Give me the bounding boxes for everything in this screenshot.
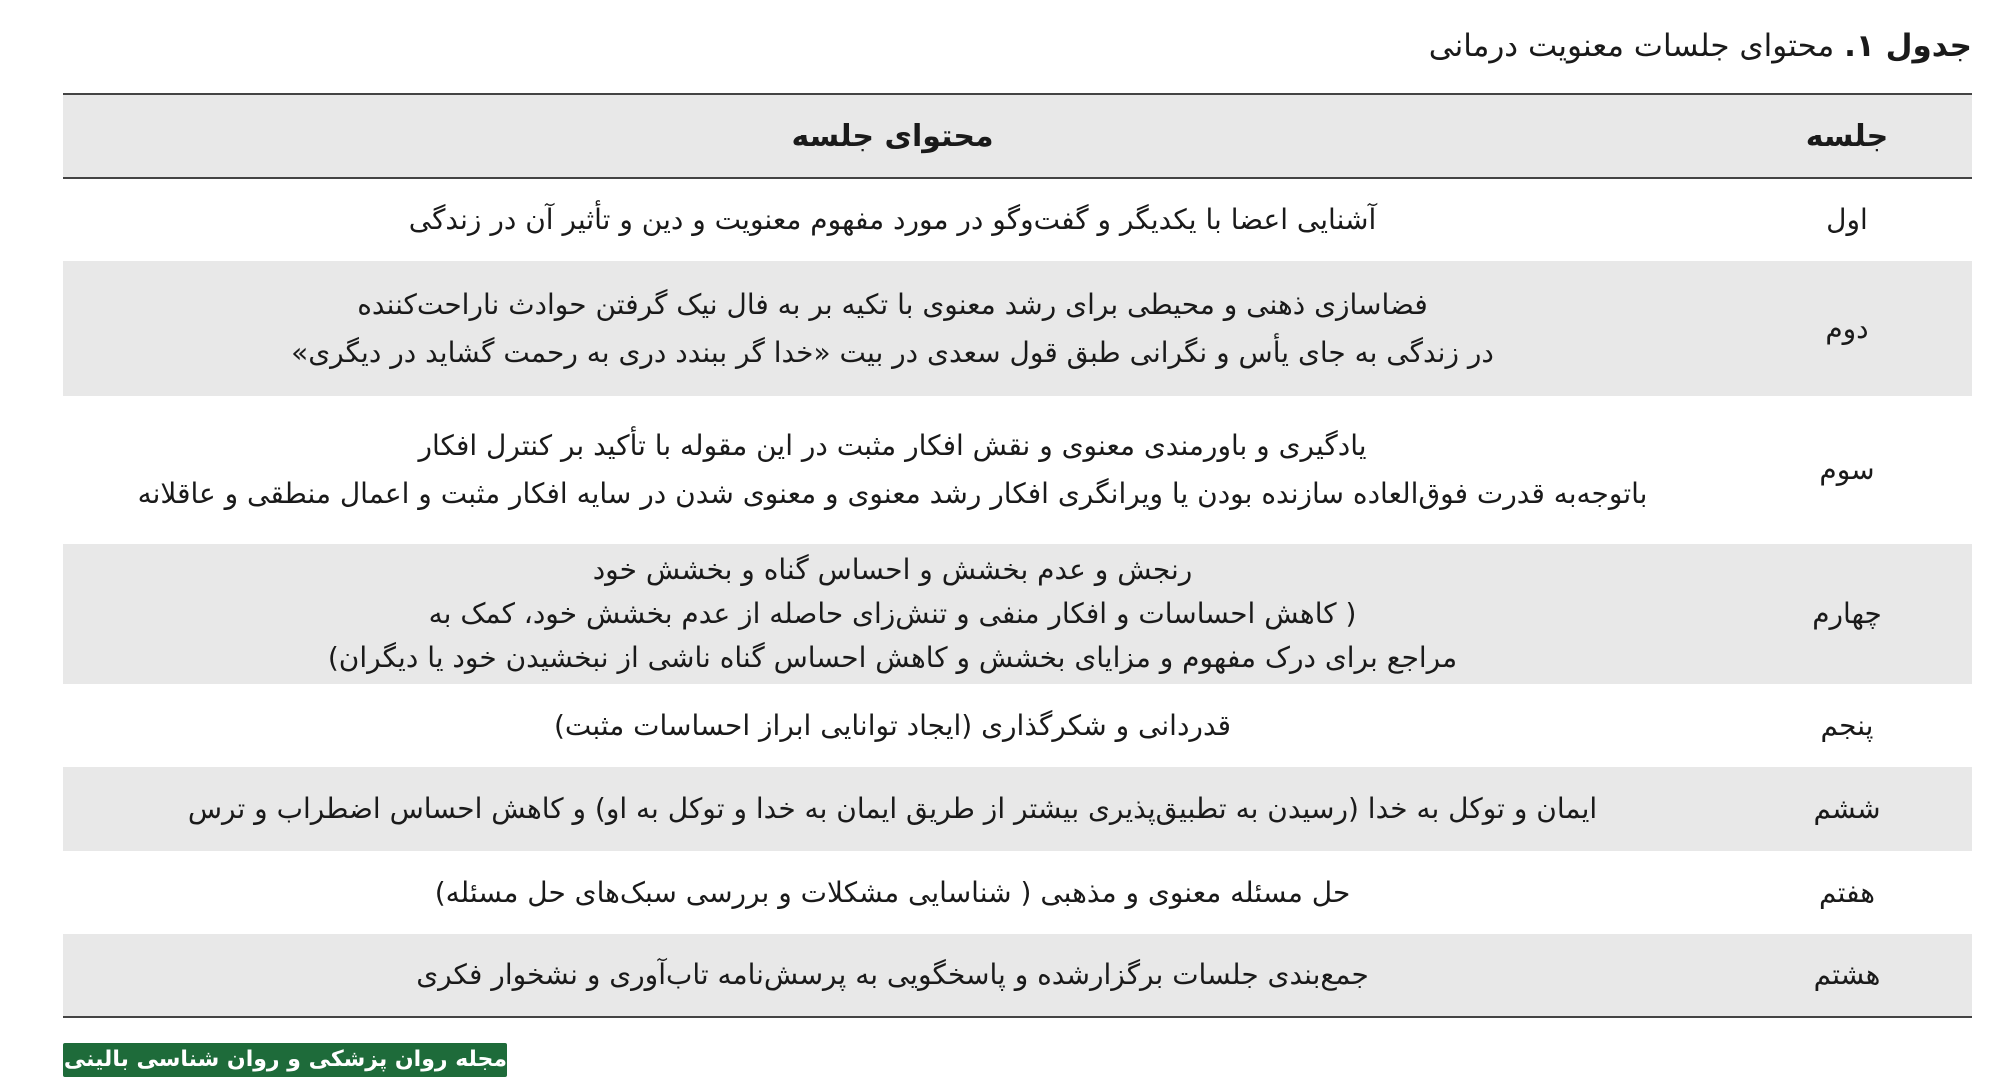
content-line: فضاسازی ذهنی و محیطی برای رشد معنوی با تکیه بر به فال نیک گرفتن حوادث ناراحت‌کننده bbox=[357, 287, 1428, 321]
session-cell: دوم bbox=[1722, 261, 1972, 396]
session-cell: چهارم bbox=[1722, 544, 1972, 684]
session-cell: ششم bbox=[1722, 767, 1972, 851]
caption-title: محتوای جلسات معنویت درمانی bbox=[1428, 28, 1835, 64]
header-content: محتوای جلسه bbox=[63, 94, 1722, 178]
content-cell bbox=[63, 684, 1722, 767]
table-header-row bbox=[63, 94, 1972, 178]
content-line: باتوجه‌به قدرت فوق‌العاده سازنده بودن یا ویرانگری افکار رشد معنوی و معنوی شدن در سایه افکار مثبت و اعمال منطقی و عاقلانه bbox=[137, 477, 1648, 510]
session-cell: هفتم bbox=[1818, 875, 1875, 909]
content-cell bbox=[63, 767, 1722, 851]
content-line: ( کاهش احساسات و افکار منفی و تنش‌زای حاصله از عدم بخشش خود، کمک به bbox=[428, 597, 1357, 630]
content-line: ایمان و توکل به خدا (رسیدن به تطبیق‌پذیری بیشتر از طریق ایمان به خدا و توکل به او) و کاهش احساس اضطراب و ترس bbox=[187, 792, 1598, 825]
table-row bbox=[63, 934, 1972, 1017]
journal-logo: مجله روان پزشکی و روان شناسی بالینی ایران bbox=[63, 1043, 507, 1077]
table-row bbox=[63, 178, 1972, 261]
content-line: جمع‌بندی جلسات برگزارشده و پاسخگویی به پرسش‌نامه تاب‌آوری و نشخوار فکری bbox=[416, 958, 1369, 991]
content-cell bbox=[63, 851, 1722, 934]
table-row bbox=[63, 851, 1972, 934]
table-row bbox=[63, 261, 1972, 396]
content-line: مراجع برای درک مفهوم و مزایای بخشش و کاهش احساس گناه ناشی از نبخشیدن خود یا دیگران) bbox=[327, 641, 1458, 674]
table-row bbox=[63, 684, 1972, 767]
session-cell: سوم bbox=[1819, 453, 1875, 486]
content-line: قدردانی و شکرگذاری (ایجاد توانایی ابراز احساسات مثبت) bbox=[553, 708, 1232, 742]
content-cell bbox=[63, 934, 1722, 1017]
content-line: حل مسئله معنوی و مذهبی ( شناسایی مشکلات و بررسی سبک‌های حل مسئله) bbox=[434, 875, 1351, 909]
content-line: رنجش و عدم بخشش و احساس گناه و بخشش خود bbox=[592, 553, 1193, 586]
session-cell: هشتم bbox=[1722, 934, 1972, 1017]
sessions-table bbox=[63, 93, 1972, 1018]
content-cell bbox=[63, 261, 1722, 396]
caption-label: جدول ۱. bbox=[1844, 28, 1972, 64]
content-cell bbox=[63, 178, 1722, 261]
table-row bbox=[63, 767, 1972, 851]
content-line: یادگیری و باورمندی معنوی و نقش افکار مثبت در این مقوله با تأکید بر کنترل افکار bbox=[418, 429, 1367, 462]
session-cell: پنجم bbox=[1820, 708, 1874, 742]
table-caption bbox=[1429, 24, 1972, 68]
content-cell bbox=[63, 544, 1722, 684]
table-row bbox=[63, 544, 1972, 684]
session-cell: اول bbox=[1826, 203, 1868, 236]
content-line: در زندگی به جای یأس و نگرانی طبق قول سعدی در بیت «خدا گر ببندد دری به رحمت گشاید در دیگری» bbox=[291, 335, 1494, 369]
header-session: جلسه bbox=[1722, 94, 1972, 178]
content-cell bbox=[63, 396, 1722, 544]
content-line: آشنایی اعضا با یکدیگر و گفت‌وگو در مورد مفهوم معنویت و دین و تأثیر آن در زندگی bbox=[408, 203, 1377, 236]
table-row bbox=[63, 396, 1972, 544]
